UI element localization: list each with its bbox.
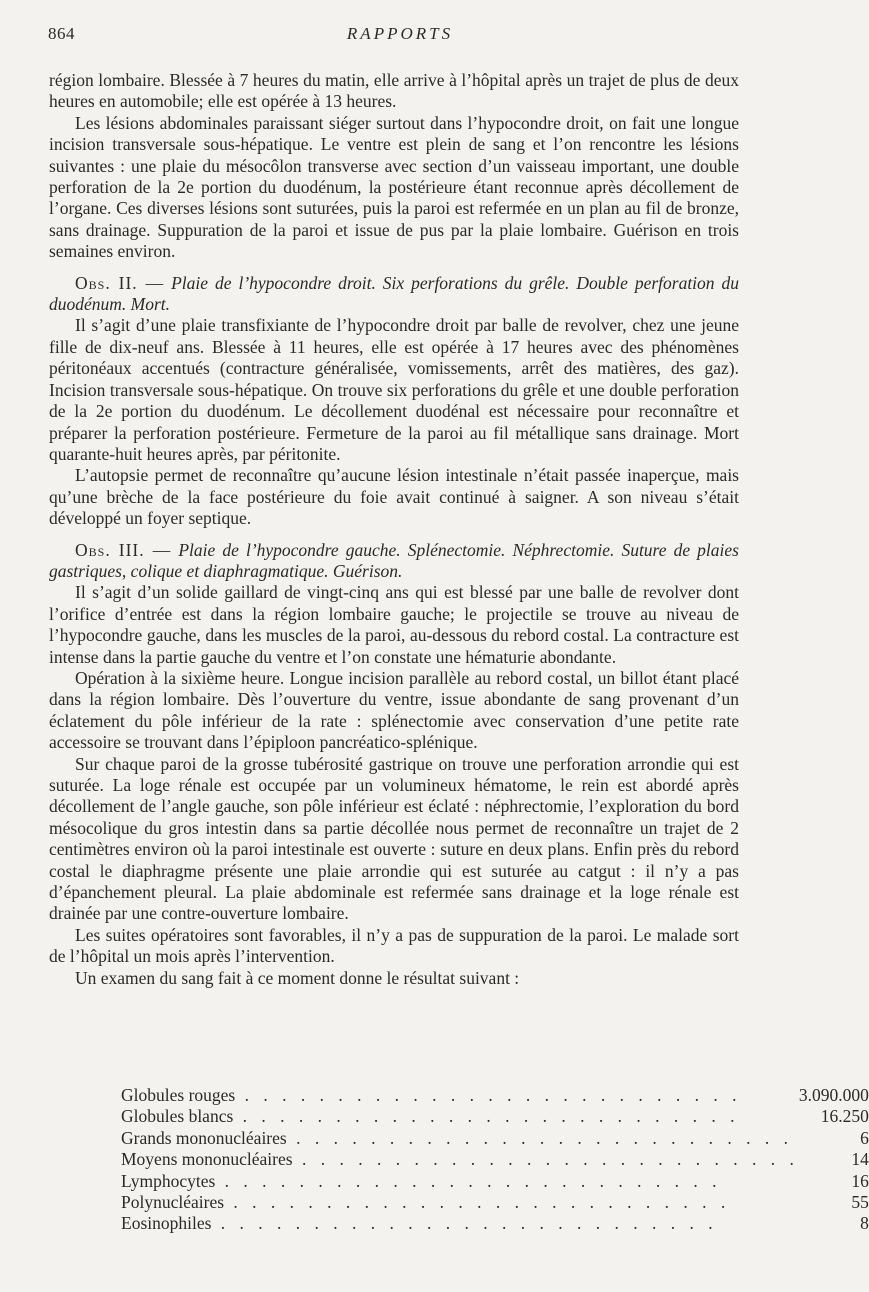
blood-label: Globules rouges . . . . . . . . . . . . . . . . . . . . . . . . . . . (121, 1085, 742, 1105)
table-row (121, 1085, 869, 1106)
blood-value: 16.250 (820, 1106, 869, 1127)
paragraph-obs2-autopsy: L’autopsie permet de reconnaître qu’aucune lésion intestinale n’était passée inaperçue, mais qu’une brèche de la face postérieure du foie avait continué à saigner. A son niveau s’était développé un foyer septique. (49, 465, 739, 529)
paragraph-continuation: région lombaire. Blessée à 7 heures du matin, elle arrive à l’hôpital après un trajet de plus de deux heures en automobile; elle est opérée à 13 heures. (49, 70, 739, 112)
paragraph-obs1-lesions: Les lésions abdominales paraissant siéger surtout dans l’hypocondre droit, on fait une longue incision transversale sous-hépatique. Le ventre est plein de sang et l’on rencontre les lésions suivantes : une plaie du mésocôlon transverse avec section d’un vaisseau important, une double perforation de la 2e portion du duodénum, la postérieure étant reconnue après décollement de l’organe. Ces diverses lésions sont suturées, puis la paroi est refermée en un plan au fil de bronze, sans drainage. Suppuration de la paroi et issue de pus par la plaie lombaire. Guérison en trois semaines environ. (49, 112, 739, 262)
paragraph-obs3-findings: Sur chaque paroi de la grosse tubérosité gastrique on trouve une perforation arrondie qui est suturée. La loge rénale est occupée par un volumineux hématome, le rein est abordé après décollement de l’angle gauche, son pôle inférieur est éclaté : néphrectomie, l’exploration du bord mésocolique du gros intestin dans sa partie décollée nous permet de reconnaître un trajet de 2 centimètres environ où la paroi intestinale est ouverte : suture en deux plans. Enfin près du rebord costal le diaphragme présente une plaie arrondie qui est suturée au catgut : il n’y a pas d’épanchement pleural. La plaie abdominale est refermée sans drainage et la loge rénale est drainée par une contre-ouverture lombaire. (49, 753, 739, 924)
blood-value: 8 (860, 1213, 869, 1234)
blood-label: Moyens mononucléaires . . . . . . . . . . . . . . . . . . . . . . . . . . . (121, 1149, 799, 1170)
page-number: 864 (48, 24, 75, 43)
obs3-heading (49, 540, 739, 583)
table-row (121, 1213, 869, 1234)
table-row (121, 1192, 869, 1213)
obs2-title: Plaie de l’hypocondre droit. Six perforations du grêle. Double perforation du duodénum. Mort. (49, 272, 740, 315)
blood-label: Polynucléaires . . . . . . . . . . . . . . . . . . . . . . . . . . . (121, 1192, 731, 1213)
table-row (121, 1171, 869, 1192)
blood-value: 55 (851, 1192, 869, 1213)
blood-exam-table (121, 1085, 869, 1235)
blood-value: 16 (851, 1170, 869, 1191)
table-row (121, 1128, 869, 1149)
obs3-title: Plaie de l’hypocondre gauche. Splénectomie. Néphrectomie. Suture de plaies gastriques, colique et diaphragmatique. Guérison. (49, 539, 739, 581)
blood-value: 6 (860, 1127, 869, 1148)
blood-label: Lymphocytes . . . . . . . . . . . . . . . . . . . . . . . . . . . (121, 1170, 722, 1191)
obs2-heading (49, 273, 739, 316)
blood-value: 14 (851, 1149, 869, 1170)
paragraph-obs3-operation: Opération à la sixième heure. Longue incision parallèle au rebord costal, un billot étant placé dans la région lombaire. Dès l’ouverture du ventre, issue abondante de sang provenant d’un éclatement du pôle inférieur de la rate : splénectomie avec conservation d’une petite rate accessoire se trouvant dans l’épiploon pancréatico-splénique. (49, 667, 739, 753)
table-row (121, 1106, 869, 1127)
running-head: RAPPORTS (346, 24, 454, 43)
paragraph-obs3-blood-intro: Un examen du sang fait à ce moment donne le résultat suivant : (75, 967, 520, 988)
obs3-label: Obs. III. — (75, 539, 172, 560)
paragraph-obs3-case: Il s’agit d’un solide gaillard de vingt-cinq ans qui est blessé par une balle de revolver dont l’orifice d’entrée est dans la région lombaire gauche; le projectile se trouve au niveau de l’hypocondre gauche, dans les muscles de la paroi, au-dessous du rebord costal. La contracture est intense dans la partie gauche du ventre et l’on constate une hématurie abondante. (49, 582, 739, 667)
body-text (49, 70, 739, 989)
table-row (121, 1149, 869, 1170)
blood-label: Eosinophiles . . . . . . . . . . . . . . . . . . . . . . . . . . . (121, 1213, 718, 1234)
blood-label: Globules blancs . . . . . . . . . . . . . . . . . . . . . . . . . . . (121, 1106, 740, 1127)
blood-label: Grands mononucléaires . . . . . . . . . . . . . . . . . . . . . . . . . . . (121, 1127, 793, 1148)
blood-value: 3.090.000 (798, 1085, 869, 1105)
paragraph-obs2-case: Il s’agit d’une plaie transfixiante de l’hypocondre droit par balle de revolver, chez une jeune fille de dix-neuf ans. Blessée à 11 heures, elle est opérée à 17 heures avec des phénomènes péritonéaux accentués (contracture généralisée, vomissements, arrêt des matières, des gaz). Incision transversale sous-hépatique. On trouve six perforations du grêle et une double perforation de la 2e portion du duodénum. Le décollement duodénal est nécessaire pour reconnaître et préparer la perforation postérieure. Fermeture de la paroi au fil métallique sans drainage. Mort quarante-huit heures après, par péritonite. (49, 315, 739, 464)
paragraph-obs3-outcome: Les suites opératoires sont favorables, il n’y a pas de suppuration de la paroi. Le malade sort de l’hôpital un mois après l’intervention. (49, 924, 739, 967)
obs2-label: Obs. II. — (75, 272, 165, 293)
